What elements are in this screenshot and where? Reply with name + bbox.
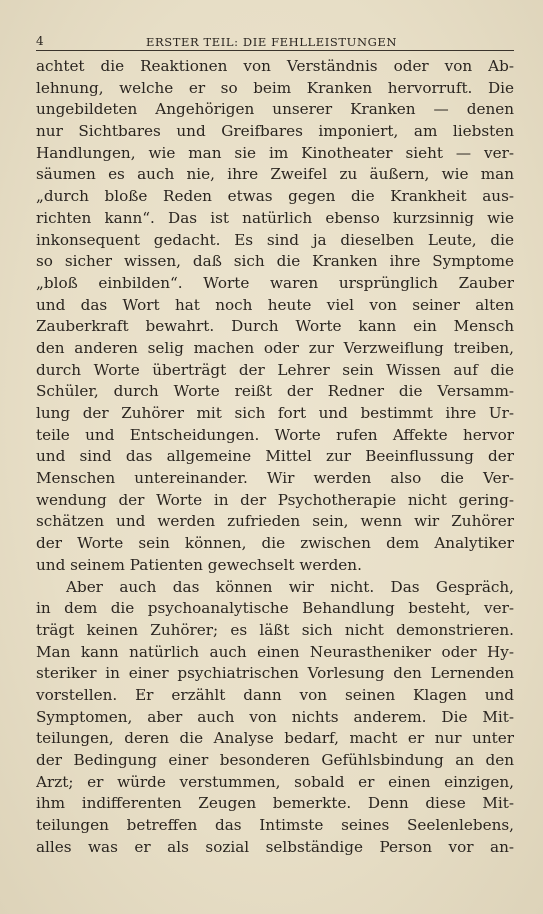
text-line: richten kann“. Das ist natürlich ebenso kurzsinnig wie: [36, 208, 514, 227]
text-line: „bloß einbilden“. Worte waren ursprünglich Zauber: [36, 273, 514, 292]
text-line: teilungen betreffen das Intimste seines Seelenlebens,: [36, 816, 514, 835]
body-text: [36, 56, 514, 858]
text-line: lung der Zuhörer mit sich fort und bestimmt ihre Ur-: [36, 404, 514, 422]
text-line: achtet die Reaktionen von Verständnis oder von Ab-: [36, 57, 514, 75]
text-line: „durch bloße Reden etwas gegen die Krankheit aus-: [36, 187, 514, 206]
page-header: [36, 32, 514, 52]
text-line: Schüler, durch Worte reißt der Redner die Versamm-: [36, 382, 514, 401]
text-line: teilungen, deren die Analyse bedarf, macht er nur unter: [36, 729, 514, 748]
header-rule: [36, 50, 514, 51]
text-line: durch Worte überträgt der Lehrer sein Wissen auf die: [36, 360, 514, 379]
text-line: trägt keinen Zuhörer; es läßt sich nicht demonstrieren.: [36, 620, 514, 639]
page-number: 4: [36, 34, 44, 48]
text-line: steriker in einer psychiatrischen Vorlesung den Lernenden: [36, 664, 514, 683]
paragraph-start-line: Aber auch das können wir nicht. Das Gespräch,: [66, 577, 514, 596]
text-line: und das Wort hat noch heute viel von seiner alten: [36, 295, 514, 314]
paragraph-end-line: und seinem Patienten gewechselt werden.: [36, 555, 362, 574]
text-line: ihm indifferenten Zeugen bemerkte. Denn diese Mit-: [36, 794, 514, 813]
text-line: lehnung, welche er so beim Kranken hervorruft. Die: [36, 78, 514, 97]
text-line: Man kann natürlich auch einen Neurastheniker oder Hy-: [36, 642, 514, 661]
text-line: so sicher wissen, daß sich die Kranken ihre Symptome: [36, 252, 514, 271]
text-line: in dem die psychoanalytische Behandlung besteht, ver-: [36, 599, 514, 618]
text-line: säumen es auch nie, ihre Zweifel zu äußern, wie man: [36, 165, 514, 184]
text-line: wendung der Worte in der Psychotherapie nicht gering-: [36, 490, 514, 509]
text-line: Zauberkraft bewahrt. Durch Worte kann ein Mensch: [36, 317, 514, 336]
text-line: Menschen untereinander. Wir werden also die Ver-: [36, 469, 514, 488]
text-line: Handlungen, wie man sie im Kinotheater sieht — ver-: [36, 143, 514, 162]
text-line: inkonsequent gedacht. Es sind ja dieselben Leute, die: [36, 230, 514, 249]
text-line: alles was er als sozial selbständige Person vor an-: [36, 837, 514, 856]
text-line: schätzen und werden zufrieden sein, wenn wir Zuhörer: [36, 512, 514, 531]
text-line: vorstellen. Er erzählt dann von seinen Klagen und: [36, 685, 514, 704]
text-line: nur Sichtbares und Greifbares imponiert, am liebsten: [36, 122, 514, 141]
text-line: teile und Entscheidungen. Worte rufen Affekte hervor: [36, 425, 514, 444]
text-line: Symptomen, aber auch von nichts anderem. Die Mit-: [36, 707, 514, 726]
text-line: und sind das allgemeine Mittel zur Beeinflussung der: [36, 447, 514, 466]
text-line: der Bedingung einer besonderen Gefühlsbindung an den: [36, 751, 514, 769]
running-title: ERSTER TEIL: DIE FEHLLEISTUNGEN: [146, 35, 398, 49]
text-line: der Worte sein können, die zwischen dem Analytiker: [36, 534, 514, 553]
text-line: ungebildeten Angehörigen unserer Kranken — denen: [36, 100, 514, 119]
text-line: Arzt; er würde verstummen, sobald er einen einzigen,: [36, 772, 514, 791]
text-line: den anderen selig machen oder zur Verzweiflung treiben,: [36, 338, 514, 357]
